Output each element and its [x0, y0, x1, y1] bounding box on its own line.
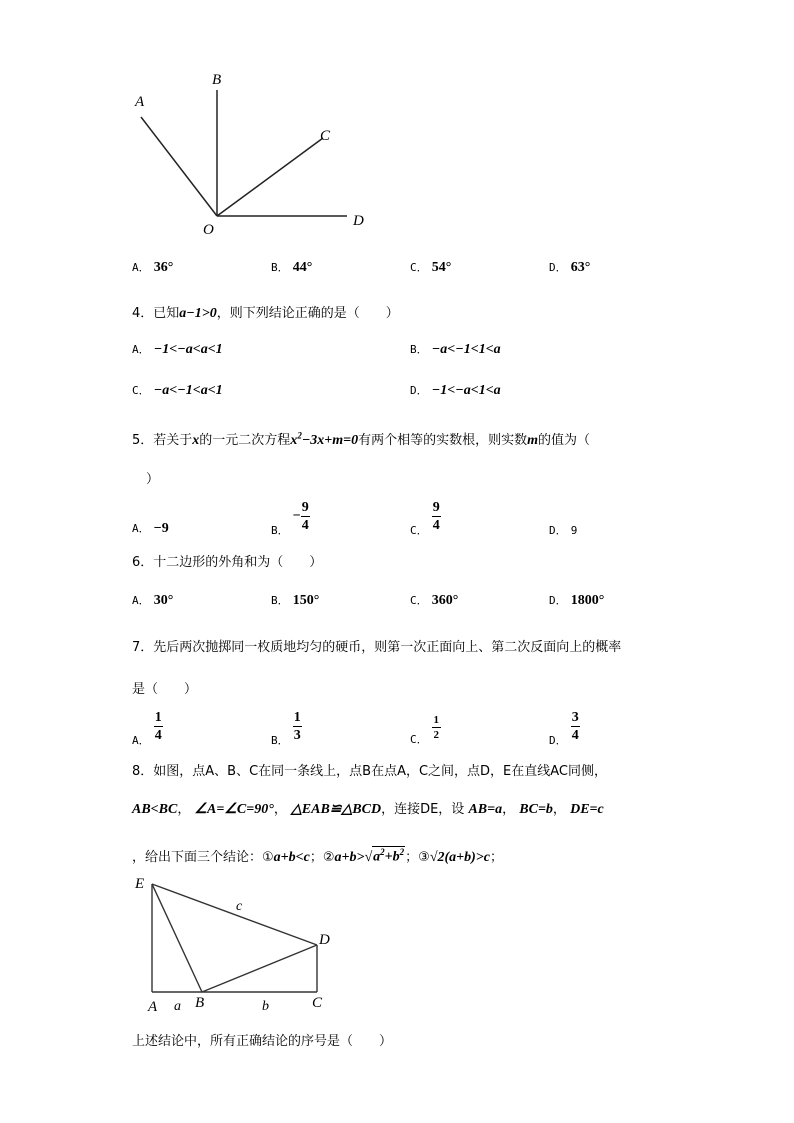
option-label: D． [549, 261, 567, 274]
q5-close-paren: ） [146, 472, 160, 487]
q7-stem-line2: 是（ ） [132, 682, 198, 697]
q3-option-d[interactable] [549, 259, 590, 276]
option-label: C． [132, 384, 150, 397]
q6-option-d[interactable] [549, 592, 604, 609]
option-label: B． [410, 343, 428, 356]
label-B: B [195, 995, 205, 1011]
option-value: −9 [153, 521, 169, 536]
q8-conclusions: ，给出下面三个结论：①a+b<c；$②a+b>√a^2+b^2$；③√2(a+b)>c； [132, 847, 503, 865]
q7-stem-line1: 7．先后两次抛掷同一枚质地均匀的硬币，则第一次正面向上、第二次反面向上的概率 [132, 640, 622, 655]
label-a: a [174, 999, 181, 1014]
label-C: C [312, 995, 323, 1011]
ray-OA [141, 117, 217, 216]
q5-option-a[interactable] [132, 520, 169, 537]
option-label: B． [271, 524, 289, 537]
q6-option-c[interactable] [410, 592, 458, 609]
option-fraction: $\frac{3}{4}$ [571, 710, 579, 743]
angle-figure [125, 62, 385, 242]
label-A: A [135, 94, 145, 110]
q5-option-b[interactable] [271, 500, 310, 538]
option-value: 36° [153, 260, 174, 275]
option-value: −1<−a<1<a [431, 383, 501, 398]
option-label: C． [410, 594, 428, 607]
q4-option-c[interactable] [132, 382, 223, 399]
option-fraction: $\frac{9}{4}$ [301, 500, 309, 533]
option-label: D． [549, 734, 567, 747]
q5-text-4: 的值为（ [538, 433, 591, 448]
option-value: −a<−1<1<a [431, 342, 501, 357]
q5-var-x: x [192, 433, 200, 448]
option-label: A． [132, 594, 150, 607]
label-E: E [135, 876, 145, 892]
q7-option-d[interactable] [549, 710, 580, 748]
q5-number: 5． [132, 433, 154, 448]
label-B: B [212, 72, 222, 88]
q8-question: 上述结论中，所有正确结论的序号是（ ） [132, 1034, 393, 1049]
option-label: A． [132, 522, 150, 535]
q8-conditions: AB<BC， ∠A=∠C=90°， △EAB≌△BCD，连接DE，设 AB=a， BC=b， DE=c [132, 802, 604, 817]
q5-text-3: 有两个相等的实数根，则实数 [358, 433, 528, 448]
q3-option-c[interactable] [410, 259, 451, 276]
label-A: A [148, 999, 158, 1014]
option-value: 54° [431, 260, 452, 275]
q4-post: ，则下列结论正确的是（ ） [216, 306, 399, 321]
q6-option-a[interactable] [132, 592, 173, 609]
q5-text-2: 的一元二次方程 [199, 433, 291, 448]
option-value: 150° [292, 593, 320, 608]
q5-equation: $x^2-3x+m=0$ [290, 430, 359, 448]
option-fraction: $\frac{1}{2}$ [433, 714, 440, 741]
label-O: O [203, 222, 214, 238]
option-value: 63° [570, 260, 591, 275]
option-label: C． [410, 261, 428, 274]
q5-stem [132, 429, 590, 449]
q5-option-d[interactable] [549, 522, 577, 538]
option-value: 1800° [570, 593, 605, 608]
q8-stem-line1: 8．如图，点A、B、C在同一条线上，点B在点A，C之间，点D，E在直线AC同侧， [132, 764, 608, 779]
option-value: 44° [292, 260, 313, 275]
q4-option-d[interactable] [410, 382, 501, 399]
option-label: D． [549, 594, 567, 607]
option-label: A． [132, 734, 150, 747]
conclusion-2: $a+b>√a^2+b^2$ [334, 847, 405, 865]
q3-option-a[interactable] [132, 259, 173, 276]
q6-stem: 6．十二边形的外角和为（ ） [132, 555, 323, 570]
option-label: C． [410, 733, 428, 746]
option-label: B． [271, 734, 289, 747]
label-D: D [353, 213, 364, 229]
conclusion-1: a+b<c [273, 850, 310, 865]
option-label: D． [549, 524, 567, 537]
option-value: −1<−a<a<1 [153, 342, 223, 357]
label-c: c [236, 899, 243, 914]
option-label: B． [271, 261, 289, 274]
option-label: D． [410, 384, 428, 397]
option-label: C． [410, 524, 428, 537]
q6-option-b[interactable] [271, 592, 319, 609]
conclusion-3: √2(a+b)>c [429, 850, 490, 865]
q5-option-c[interactable] [410, 500, 441, 538]
q5-text-1: 若关于 [153, 433, 193, 448]
label-C: C [320, 128, 331, 144]
q4-number: 4． [132, 306, 154, 321]
triangle-figure [130, 872, 340, 1014]
label-b: b [262, 999, 269, 1014]
option-label: B． [271, 594, 289, 607]
q4-math: a−1>0 [179, 306, 217, 321]
ray-OC [217, 138, 323, 216]
label-D: D [319, 932, 330, 948]
q7-option-a[interactable] [132, 710, 163, 748]
option-value: −a<−1<a<1 [153, 383, 223, 398]
option-label: A． [132, 343, 150, 356]
option-value: 360° [431, 593, 459, 608]
q4-option-a[interactable] [132, 341, 223, 358]
option-value: 9 [570, 524, 578, 537]
option-label: A． [132, 261, 150, 274]
option-fraction: $\frac{9}{4}$ [432, 500, 440, 533]
q5-var-m: m [527, 433, 539, 448]
q3-option-b[interactable] [271, 259, 312, 276]
segment-BD [202, 945, 317, 992]
q7-option-c[interactable] [410, 714, 441, 747]
option-fraction: $\frac{1}{3}$ [293, 710, 301, 743]
q4-option-b[interactable] [410, 341, 501, 358]
q4-stem [132, 302, 399, 322]
option-value: 30° [153, 593, 174, 608]
q7-option-b[interactable] [271, 710, 302, 748]
option-sign: − [292, 508, 301, 524]
q4-pre: 已知 [153, 306, 180, 321]
option-fraction: $\frac{1}{4}$ [154, 710, 162, 743]
